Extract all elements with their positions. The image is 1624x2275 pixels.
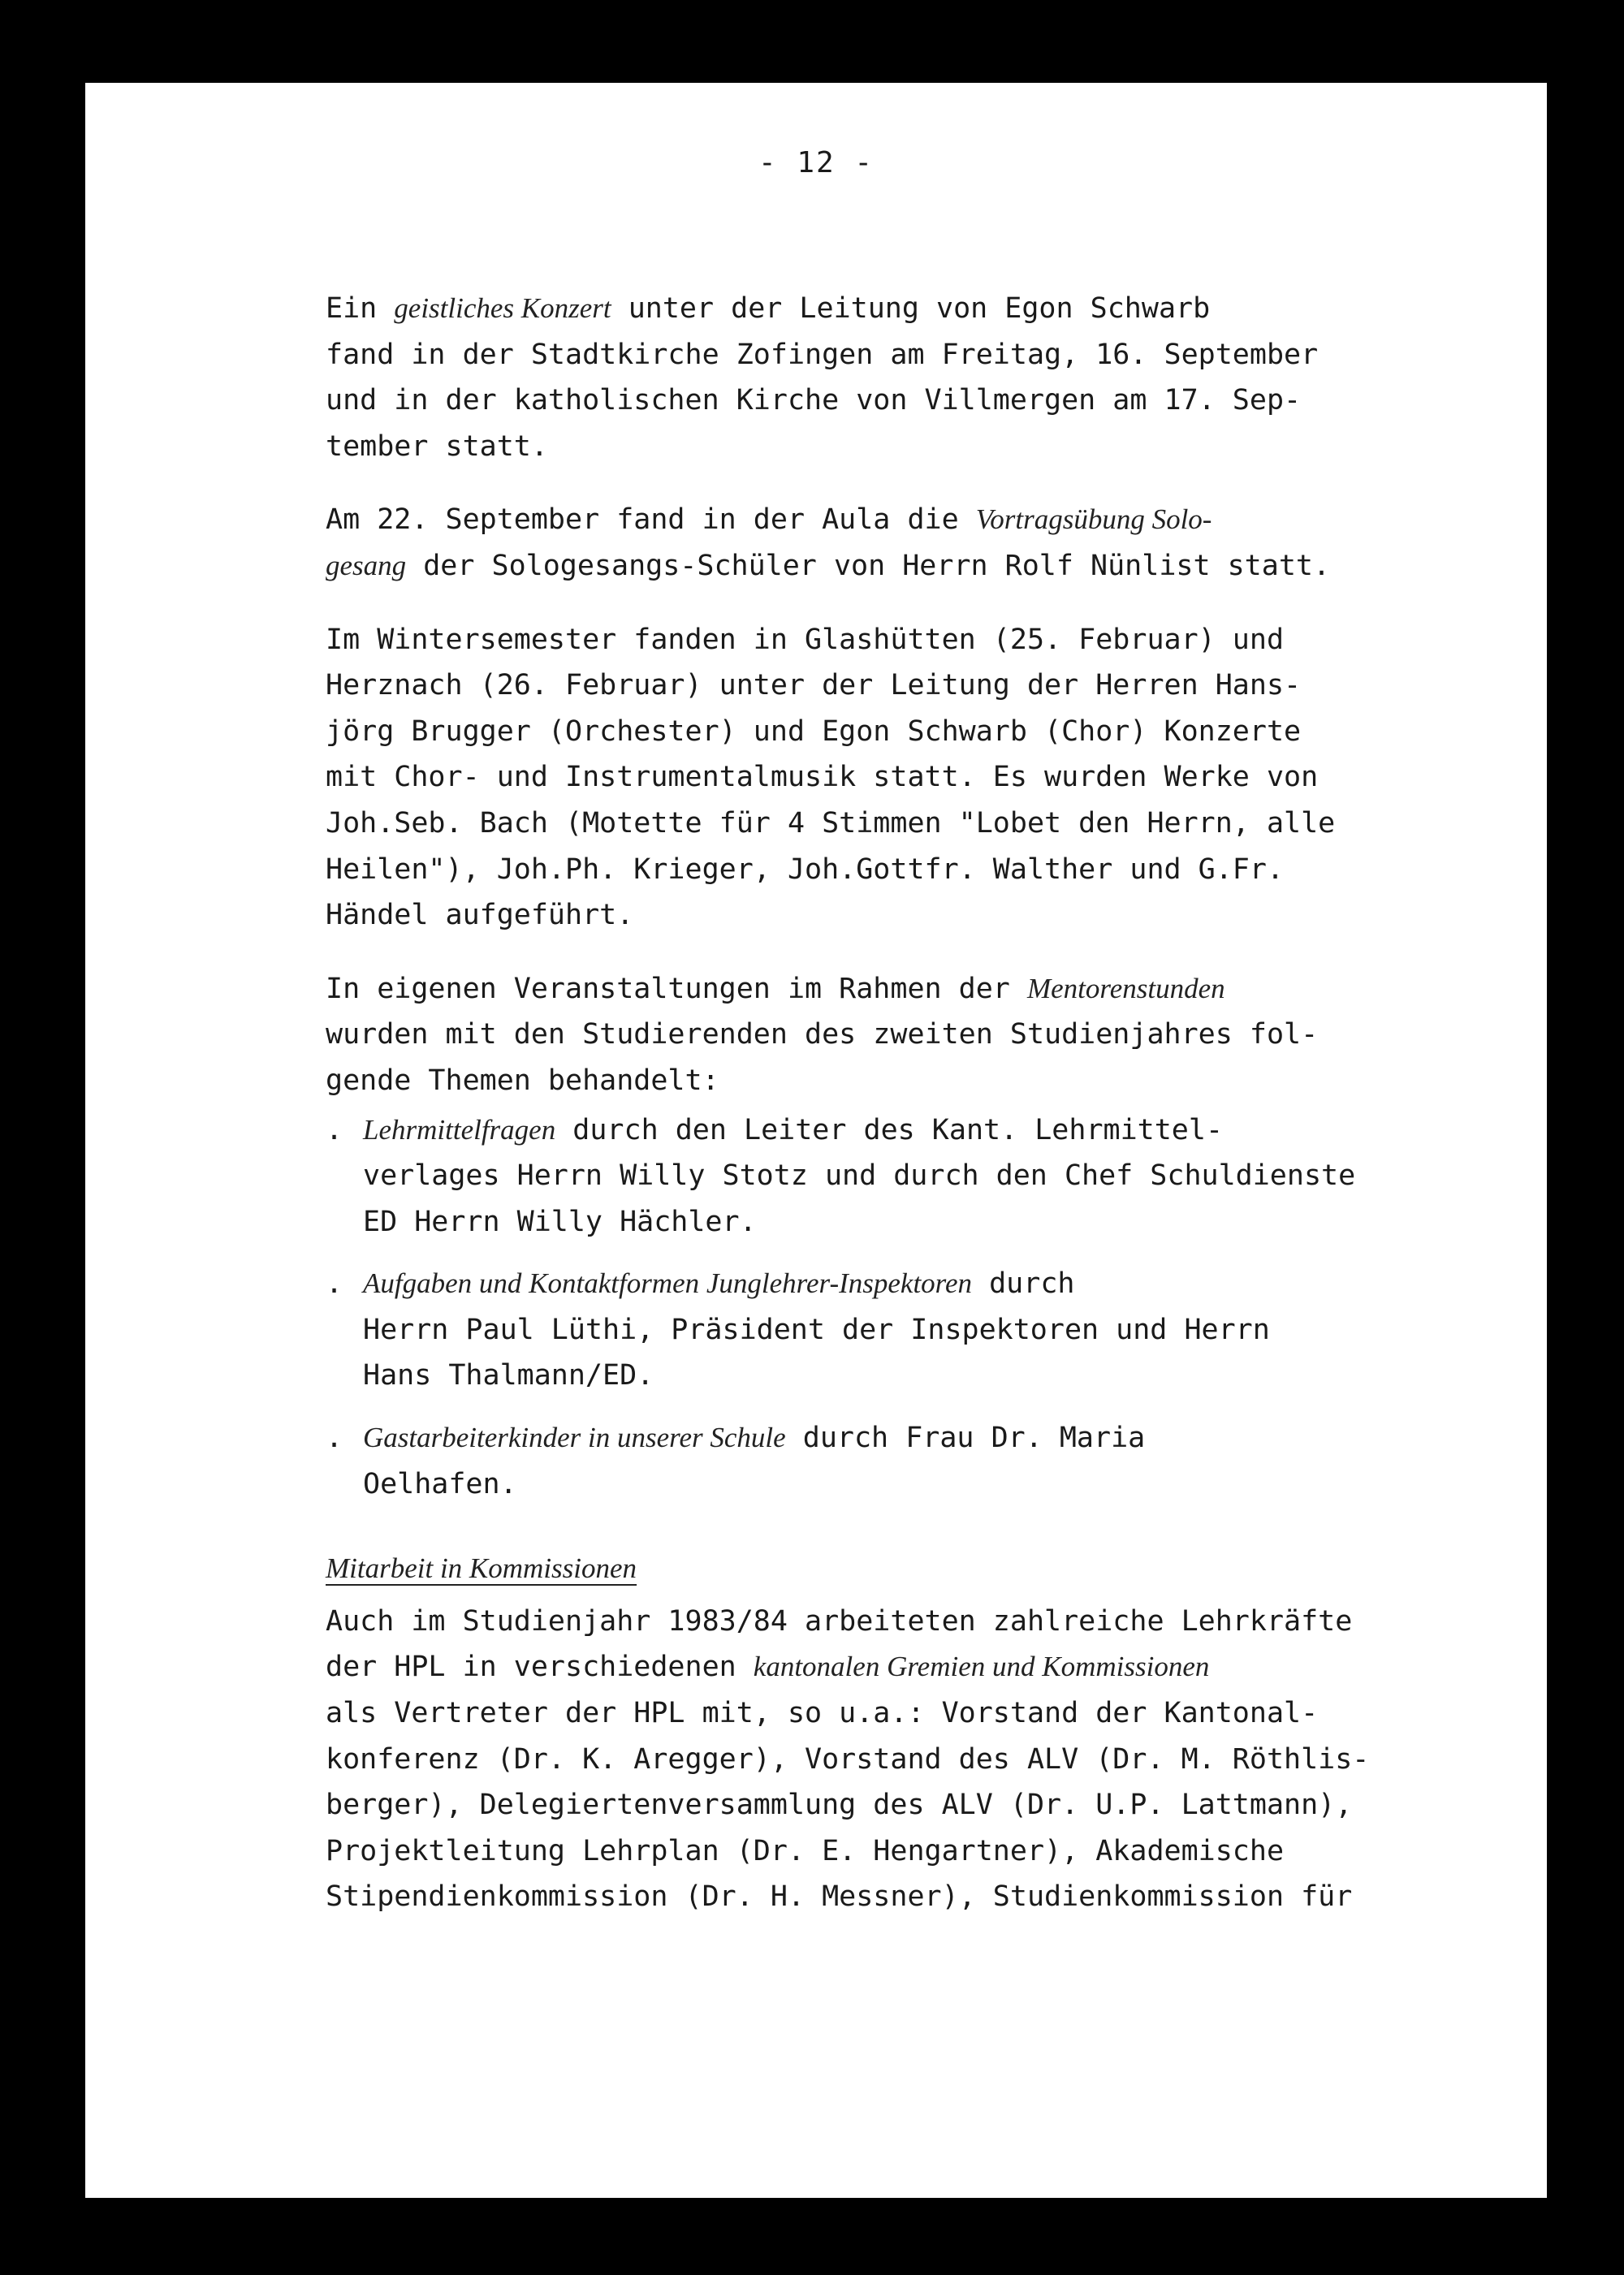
bullet-item-lehrmittelfragen [326, 1107, 1527, 1245]
text-line: mit Chor- und Instrumentalmusik statt. Es wurden Werke von [326, 761, 1319, 794]
text-line: berger), Delegiertenversammlung des ALV (Dr. U.P. Lattmann), [326, 1789, 1353, 1822]
text-line: tember statt. [326, 430, 548, 463]
text-line: Stipendienkommission (Dr. H. Messner), Studienkommission für [326, 1880, 1353, 1914]
text-line: Aufgaben und Kontaktformen Junglehrer-Inspektoren durch [363, 1267, 1075, 1301]
document-body [326, 286, 1527, 1948]
bullet-mark: . [326, 1113, 343, 1146]
text-line: Projektleitung Lehrplan (Dr. E. Hengartner), Akademische [326, 1834, 1285, 1867]
paragraph-mentorenstunden [326, 966, 1527, 1104]
text-line: gende Themen behandelt: [326, 1064, 719, 1097]
text-line: fand in der Stadtkirche Zofingen am Freitag, 16. September [326, 338, 1319, 371]
text-line: verlages Herrn Willy Stotz und durch den Chef Schuldienste [363, 1159, 1356, 1193]
text-line: Oelhafen. [363, 1467, 517, 1500]
paragraph-concert [326, 286, 1527, 469]
paragraph-wintersemester [326, 617, 1527, 939]
text-line: als Vertreter der HPL mit, so u.a.: Vorstand der Kantonal- [326, 1697, 1319, 1730]
text-line: Am 22. September fand in der Aula die Vortragsübung Solo- [326, 503, 1212, 537]
bullet-mark: . [326, 1422, 343, 1455]
text-line: konferenz (Dr. K. Aregger), Vorstand des ALV (Dr. M. Röthlis- [326, 1742, 1370, 1776]
text-line: und in der katholischen Kirche von Villmergen am 17. Sep- [326, 384, 1302, 417]
text-line: Gastarbeiterkinder in unserer Schule durch Frau Dr. Maria [363, 1422, 1146, 1455]
bullet-item-gastarbeiterkinder [326, 1415, 1527, 1507]
paragraph-kommissionen [326, 1599, 1527, 1920]
text-line: Herznach (26. Februar) unter der Leitung der Herren Hans- [326, 669, 1302, 702]
text-line: Auch im Studienjahr 1983/84 arbeiteten zahlreiche Lehrkräfte [326, 1604, 1353, 1638]
section-heading: Mitarbeit in Kommissionen [326, 1552, 637, 1585]
text-line: Händel aufgeführt. [326, 899, 634, 932]
text-line: ED Herrn Willy Hächler. [363, 1205, 757, 1238]
text-line: Hans Thalmann/ED. [363, 1359, 654, 1392]
text-line: wurden mit den Studierenden des zweiten Studienjahres fol- [326, 1018, 1319, 1051]
text-line: Im Wintersemester fanden in Glashütten (25. Februar) und [326, 623, 1285, 656]
text-line: Ein geistliches Konzert unter der Leitung von Egon Schwarb [326, 292, 1211, 325]
text-line: der HPL in verschiedenen kantonalen Gremien und Kommissionen [326, 1651, 1210, 1684]
text-line: In eigenen Veranstaltungen im Rahmen der Mentorenstunden [326, 972, 1225, 1005]
bullet-item-aufgaben [326, 1261, 1527, 1399]
bullet-mark: . [326, 1267, 343, 1301]
text-line: Herrn Paul Lüthi, Präsident der Inspektoren und Herrn [363, 1313, 1270, 1346]
document-page [85, 83, 1547, 2198]
page-number: - 12 - [758, 146, 875, 179]
text-line: jörg Brugger (Orchester) und Egon Schwarb (Chor) Konzerte [326, 714, 1302, 748]
text-line: gesang der Sologesangs-Schüler von Herrn Rolf Nünlist statt. [326, 549, 1331, 582]
paragraph-vortragsuebung [326, 497, 1527, 589]
text-line: Lehrmittelfragen durch den Leiter des Kant. Lehrmittel- [363, 1113, 1224, 1146]
text-line: Joh.Seb. Bach (Motette für 4 Stimmen "Lobet den Herrn, alle [326, 806, 1336, 840]
text-line: Heilen"), Joh.Ph. Krieger, Joh.Gottfr. Walther und G.Fr. [326, 853, 1285, 886]
